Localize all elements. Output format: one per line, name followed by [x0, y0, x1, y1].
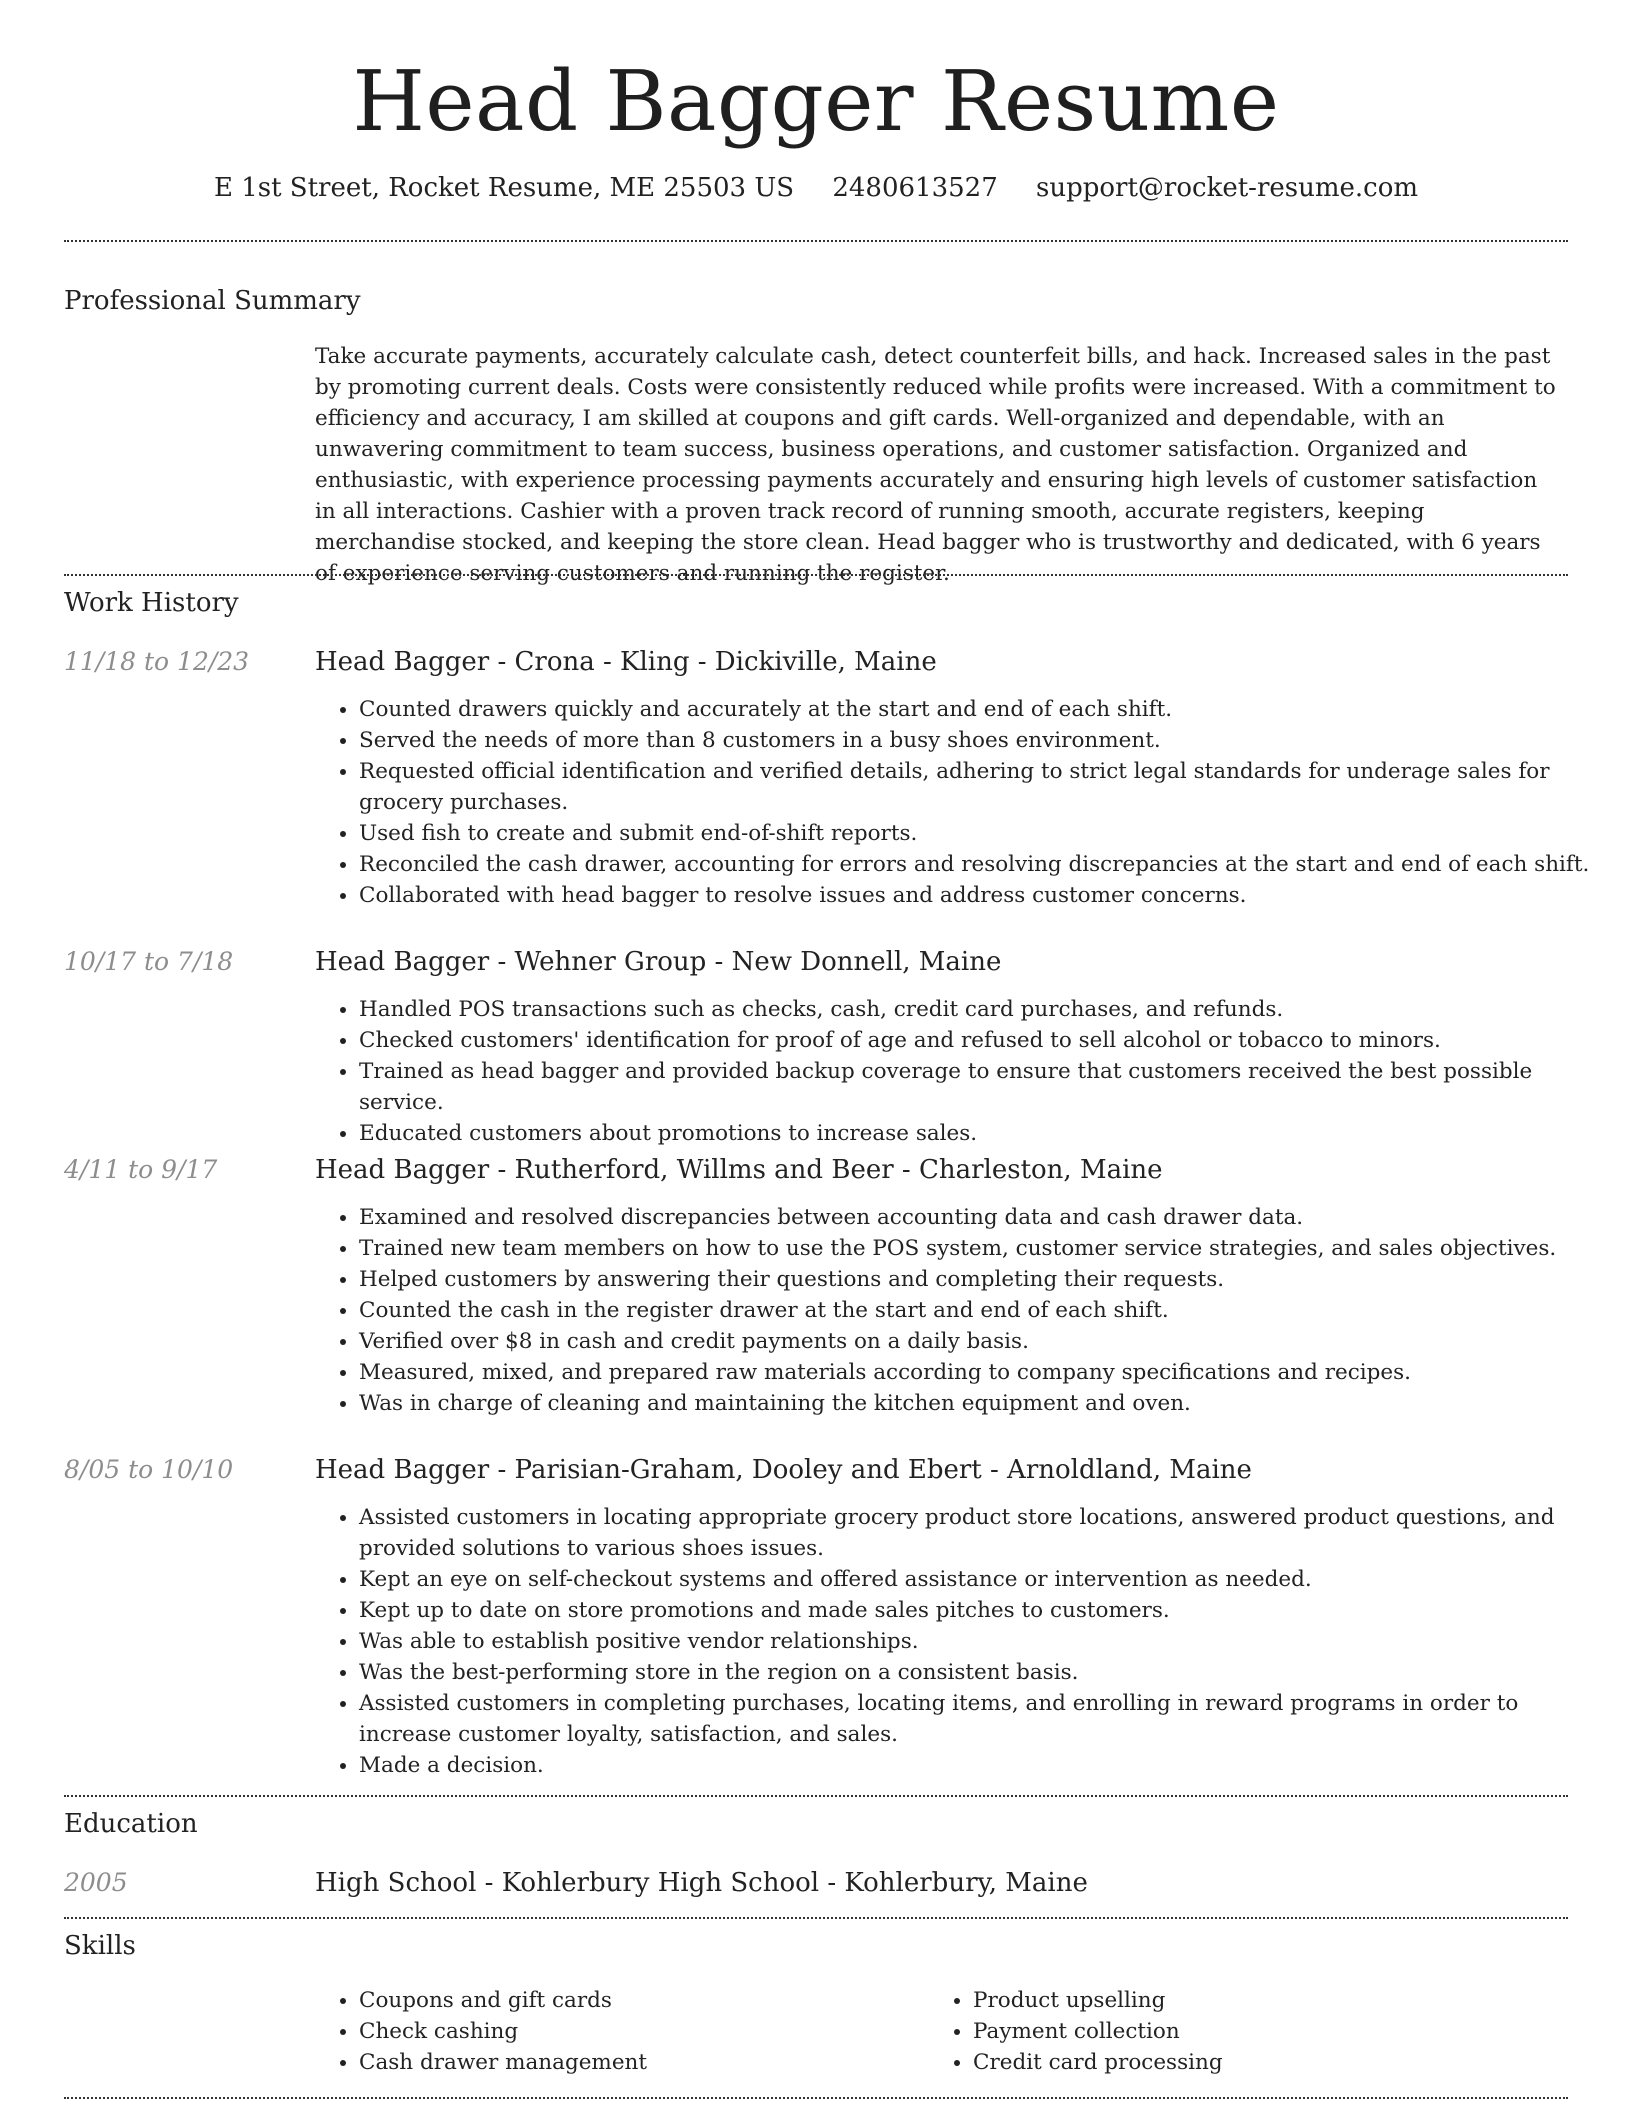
job-date: 4/11 to 9/17 [64, 1155, 218, 1184]
job-title: Head Bagger - Crona - Kling - Dickiville, Maine [315, 647, 937, 677]
contact-phone: 2480613527 [832, 173, 998, 203]
skill-item: • Check cashing [359, 2016, 919, 2047]
skills-heading: Skills [64, 1931, 136, 1961]
job-bullet: • Examined and resolved discrepancies between accounting data and cash drawer data. [359, 1202, 1609, 1233]
job-bullet: • Requested official identification and verified details, adhering to strict legal standards for underage sales for grocery purchases. [359, 756, 1609, 818]
job-bullet: • Kept an eye on self-checkout systems and offered assistance or intervention as needed. [359, 1564, 1609, 1595]
divider [64, 574, 1568, 576]
skills-list-right [929, 1985, 1533, 2078]
job-bullet: • Kept up to date on store promotions and made sales pitches to customers. [359, 1595, 1609, 1626]
job-title: Head Bagger - Rutherford, Willms and Beer - Charleston, Maine [315, 1155, 1163, 1185]
education-title: High School - Kohlerbury High School - Kohlerbury, Maine [315, 1868, 1088, 1898]
skill-item: • Credit card processing [973, 2047, 1533, 2078]
job-bullet: • Counted drawers quickly and accurately at the start and end of each shift. [359, 694, 1609, 725]
divider [64, 1917, 1568, 1919]
job-bullet: • Was able to establish positive vendor relationships. [359, 1626, 1609, 1657]
contact-address: E 1st Street, Rocket Resume, ME 25503 US [213, 173, 795, 203]
job-title: Head Bagger - Parisian-Graham, Dooley and Ebert - Arnoldland, Maine [315, 1455, 1252, 1485]
job-bullet: • Collaborated with head bagger to resolve issues and address customer concerns. [359, 880, 1609, 911]
job-bullet: • Used fish to create and submit end-of-shift reports. [359, 818, 1609, 849]
job-bullet: • Trained new team members on how to use the POS system, customer service strategies, and sales objectives. [359, 1233, 1609, 1264]
summary-heading: Professional Summary [64, 286, 361, 316]
job-bullet: • Was in charge of cleaning and maintaining the kitchen equipment and oven. [359, 1388, 1609, 1419]
job-bullet: • Assisted customers in completing purchases, locating items, and enrolling in reward programs in order to increase customer loyalty, satisfaction, and sales. [359, 1688, 1609, 1750]
job-bullet: • Was the best-performing store in the region on a consistent basis. [359, 1657, 1609, 1688]
job-bullet: • Served the needs of more than 8 customers in a busy shoes environment. [359, 725, 1609, 756]
job-bullet: • Assisted customers in locating appropriate grocery product store locations, answered product questions, and provided solutions to various shoes issues. [359, 1502, 1609, 1564]
job-date: 8/05 to 10/10 [64, 1455, 234, 1484]
job-bullets [315, 1502, 1609, 1781]
job-bullets [315, 694, 1609, 911]
resume-title: Head Bagger Resume [352, 53, 1280, 150]
divider [64, 1795, 1568, 1797]
skill-item: • Coupons and gift cards [359, 1985, 919, 2016]
education-heading: Education [64, 1809, 198, 1839]
skill-item: • Cash drawer management [359, 2047, 919, 2078]
skills-list-left [315, 1985, 919, 2078]
job-title: Head Bagger - Wehner Group - New Donnell, Maine [315, 947, 1002, 977]
job-bullet: • Counted the cash in the register drawer at the start and end of each shift. [359, 1295, 1609, 1326]
job-bullet: • Reconciled the cash drawer, accounting for errors and resolving discrepancies at the start and end of each shift. [359, 849, 1609, 880]
job-date: 10/17 to 7/18 [64, 947, 234, 976]
work-heading: Work History [64, 588, 239, 618]
job-bullet: • Handled POS transactions such as checks, cash, credit card purchases, and refunds. [359, 994, 1609, 1025]
job-bullet: • Measured, mixed, and prepared raw materials according to company specifications and recipes. [359, 1357, 1609, 1388]
contact-email: support@rocket-resume.com [1036, 173, 1419, 203]
contact-line [0, 170, 1632, 206]
job-bullet: • Helped customers by answering their questions and completing their requests. [359, 1264, 1609, 1295]
job-bullet: • Checked customers' identification for proof of age and refused to sell alcohol or tobacco to minors. [359, 1025, 1609, 1056]
job-bullets [315, 994, 1609, 1149]
skill-item: • Payment collection [973, 2016, 1533, 2047]
divider [64, 240, 1568, 242]
divider [64, 2097, 1568, 2099]
job-bullets [315, 1202, 1609, 1419]
job-bullet: • Educated customers about promotions to increase sales. [359, 1118, 1609, 1149]
job-bullet: • Trained as head bagger and provided backup coverage to ensure that customers received the best possible service. [359, 1056, 1609, 1118]
job-bullet: • Verified over $8 in cash and credit payments on a daily basis. [359, 1326, 1609, 1357]
job-date: 11/18 to 12/23 [64, 647, 250, 676]
skill-item: • Product upselling [973, 1985, 1533, 2016]
education-date: 2005 [64, 1868, 128, 1897]
summary-text: Take accurate payments, accurately calculate cash, detect counterfeit bills, and hack. Increased sales in the past by promoting current deals. Costs were consistently reduced while profits were increased. With a commitment to efficiency and accuracy, I am skilled at coupons and gift cards. Well-organized and dependable, with an unwavering commitment to team success, business operations, and customer satisfaction. Organized and enthusiastic, with experience processing payments accurately and ensuring high levels of customer satisfaction in all interactions. Cashier with a proven track record of running smooth, accurate registers, keeping merchandise stocked, and keeping the store clean. Head bagger who is trustworthy and dedicated, with 6 years of experience serving customers and running the register. [315, 344, 1556, 586]
job-bullet: • Made a decision. [359, 1750, 1609, 1781]
